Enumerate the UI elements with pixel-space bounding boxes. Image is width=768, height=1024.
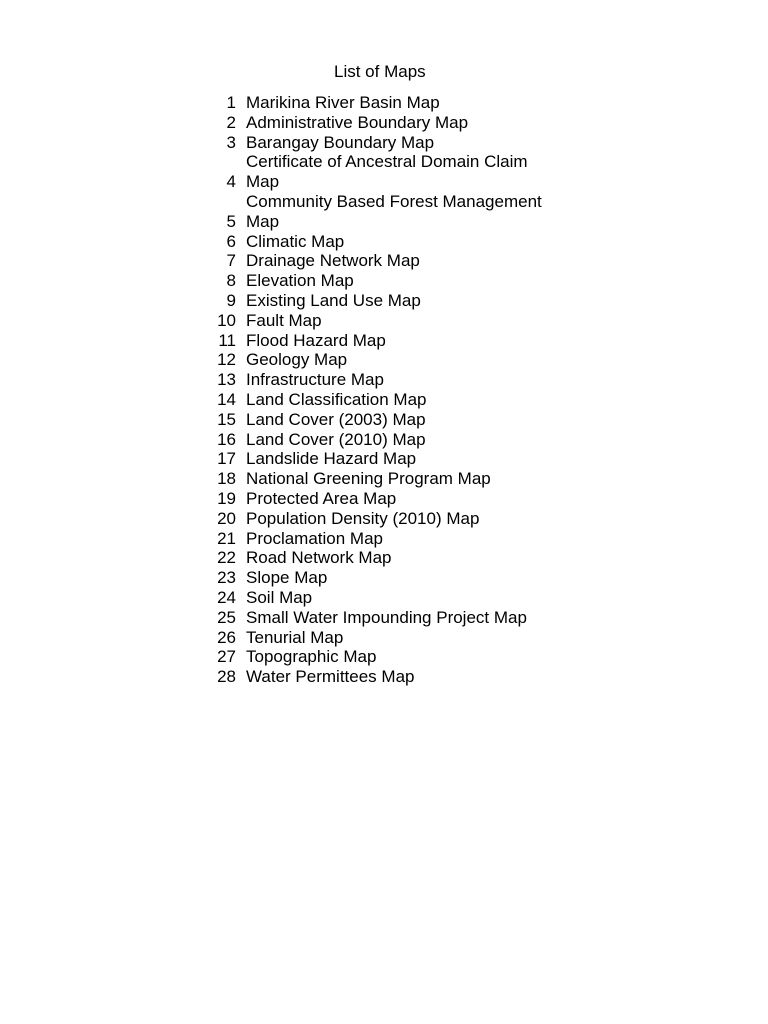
list-item-number: 8 xyxy=(226,271,236,291)
list-item xyxy=(200,588,542,608)
list-item xyxy=(200,647,542,667)
list-item-name: Topographic Map xyxy=(246,647,377,667)
list-item xyxy=(200,113,542,133)
list-item-name: Land Cover (2010) Map xyxy=(246,429,426,449)
list-item xyxy=(200,152,542,192)
list-item-name: Existing Land Use Map xyxy=(246,290,421,310)
list-item-name: Fault Map xyxy=(246,310,322,330)
list-item-number: 24 xyxy=(217,587,236,607)
list-item-number: 1 xyxy=(226,93,236,112)
list-item-number: 2 xyxy=(226,112,236,132)
list-item-number: 22 xyxy=(217,548,236,568)
list-item xyxy=(200,529,542,549)
list-item-name: Certificate of Ancestral Domain Claim Map xyxy=(246,152,528,192)
list-item-number: 27 xyxy=(217,647,236,667)
list-item-number: 7 xyxy=(226,251,236,271)
list-item xyxy=(200,667,542,687)
list-item-name: National Greening Program Map xyxy=(246,469,491,489)
list-item-name: Tenurial Map xyxy=(246,627,344,647)
list-item xyxy=(200,370,542,390)
list-item-number: 14 xyxy=(217,389,236,409)
list-item xyxy=(200,133,542,153)
list-item xyxy=(200,192,542,232)
list-item-name: Population Density (2010) Map xyxy=(246,508,480,528)
list-item xyxy=(200,390,542,410)
list-item-name: Barangay Boundary Map xyxy=(246,132,435,152)
list-item xyxy=(200,331,542,351)
list-item xyxy=(200,449,542,469)
list-item-number: 12 xyxy=(217,350,236,370)
list-item-name: Small Water Impounding Project Map xyxy=(246,607,527,627)
list-item-number: 15 xyxy=(217,409,236,429)
list-item-name: Administrative Boundary Map xyxy=(246,112,469,132)
list-item-number: 17 xyxy=(217,449,236,469)
list-item-number: 28 xyxy=(217,667,236,687)
list-item xyxy=(200,311,542,331)
list-item-name: Proclamation Map xyxy=(246,528,384,548)
list-item-name: Climatic Map xyxy=(246,231,345,251)
list-item-number: 18 xyxy=(217,469,236,489)
list-item-name: Geology Map xyxy=(246,350,348,370)
list-item-name: Marikina River Basin Map xyxy=(246,93,440,112)
list-item-name: Slope Map xyxy=(246,568,328,588)
list-item-number: 21 xyxy=(217,528,236,548)
list-item-name: Infrastructure Map xyxy=(246,370,384,390)
page-title: List of Maps xyxy=(334,62,426,81)
list-item-number: 25 xyxy=(217,607,236,627)
list-item xyxy=(200,548,542,568)
list-item-number: 20 xyxy=(217,508,236,528)
list-item-name: Flood Hazard Map xyxy=(246,330,386,350)
list-item xyxy=(200,608,542,628)
list-item-number: 11 xyxy=(218,330,236,350)
list-item xyxy=(200,430,542,450)
list-item-name: Protected Area Map xyxy=(246,488,397,508)
list-item-name: Water Permittees Map xyxy=(246,667,415,687)
list-item xyxy=(200,271,542,291)
list-item-number: 6 xyxy=(226,231,236,251)
list-item xyxy=(200,568,542,588)
list-item-number: 5 xyxy=(226,211,236,231)
list-item xyxy=(200,291,542,311)
map-list xyxy=(200,93,542,687)
list-item xyxy=(200,350,542,370)
list-item-name: Land Cover (2003) Map xyxy=(246,409,426,429)
list-item-name: Landslide Hazard Map xyxy=(246,449,417,469)
list-item-number: 9 xyxy=(226,290,236,310)
list-item-number: 13 xyxy=(217,370,236,390)
list-item xyxy=(200,628,542,648)
list-item-name: Community Based Forest Management Map xyxy=(246,191,542,231)
list-item xyxy=(200,232,542,252)
list-item xyxy=(200,489,542,509)
list-item xyxy=(200,251,542,271)
list-item-number: 19 xyxy=(217,488,236,508)
list-item xyxy=(200,93,542,113)
list-item-number: 16 xyxy=(217,429,236,449)
list-item-name: Drainage Network Map xyxy=(246,251,420,271)
list-item-number: 26 xyxy=(217,627,236,647)
list-item-name: Soil Map xyxy=(246,587,313,607)
list-item-name: Land Classification Map xyxy=(246,389,427,409)
list-item-number: 3 xyxy=(226,132,236,152)
list-item xyxy=(200,410,542,430)
list-item-number: 4 xyxy=(226,172,236,192)
list-item-number: 10 xyxy=(217,310,236,330)
list-item-name: Road Network Map xyxy=(246,548,392,568)
list-item xyxy=(200,469,542,489)
list-item-number: 23 xyxy=(217,568,236,588)
list-item xyxy=(200,509,542,529)
list-item-name: Elevation Map xyxy=(246,271,354,291)
